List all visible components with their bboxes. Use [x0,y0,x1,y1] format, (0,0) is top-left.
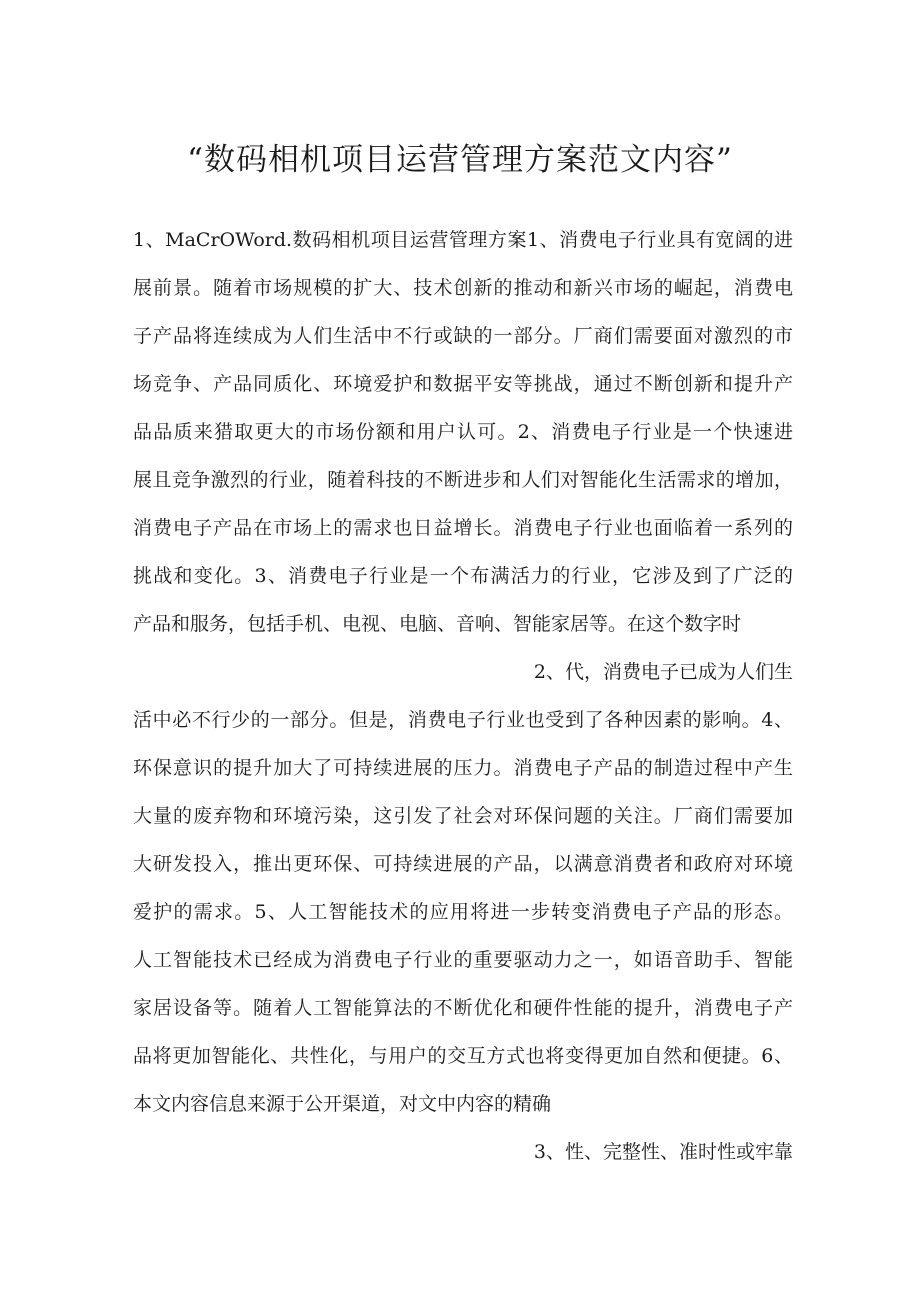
page-break-line: 3、性、完整性、准时性或牢靠 [533,1141,793,1163]
body-line: 环保意识的提升加大了可持续进展的压力。消费电子产品的制造过程中产生 [133,757,793,779]
body-line: 品将更加智能化、共性化，与用户的交互方式也将变得更加自然和便捷。6、 [133,1045,793,1067]
page-break-line: 2、代，消费电子已成为人们生 [533,661,793,683]
body-line: 产品和服务，包括手机、电视、电脑、音响、智能家居等。在这个数字时 [133,613,742,635]
body-line: 大研发投入，推出更环保、可持续进展的产品，以满意消费者和政府对环境 [133,853,793,875]
body-line: 消费电子产品在市场上的需求也日益增长。消费电子行业也面临着一系列的 [133,517,793,539]
body-line: 家居设备等。随着人工智能算法的不断优化和硬件性能的提升，消费电子产 [133,997,793,1019]
body-line: 1、MaCrOWord.数码相机项目运营管理方案1、消费电子行业具有宽阔的进 [133,229,793,251]
body-line: 展且竞争激烈的行业，随着科技的不断进步和人们对智能化生活需求的增加， [133,469,793,491]
body-line: 爱护的需求。5、人工智能技术的应用将进一步转变消费电子产品的形态。 [133,901,793,923]
body-line: 本文内容信息来源于公开渠道，对文中内容的精确 [133,1093,552,1115]
body-line: 大量的废弃物和环境污染，这引发了社会对环保问题的关注。厂商们需要加 [133,805,793,827]
body-line: 品品质来猎取更大的市场份额和用户认可。2、消费电子行业是一个快速进 [133,421,793,443]
body-line: 人工智能技术已经成为消费电子行业的重要驱动力之一，如语音助手、智能 [133,949,793,971]
body-line: 挑战和变化。3、消费电子行业是一个布满活力的行业，它涉及到了广泛的 [133,565,793,587]
body-line: 场竞争、产品同质化、环境爱护和数据平安等挑战，通过不断创新和提升产 [133,373,793,395]
body-line: 子产品将连续成为人们生活中不行或缺的一部分。厂商们需要面对激烈的市 [133,325,793,347]
document-body [133,216,793,1176]
document-title: “数码相机项目运营管理方案范文内容” [187,142,733,178]
body-line: 展前景。随着市场规模的扩大、技术创新的推动和新兴市场的崛起，消费电 [133,277,793,299]
body-line: 活中必不行少的一部分。但是，消费电子行业也受到了各种因素的影响。4、 [133,709,793,731]
